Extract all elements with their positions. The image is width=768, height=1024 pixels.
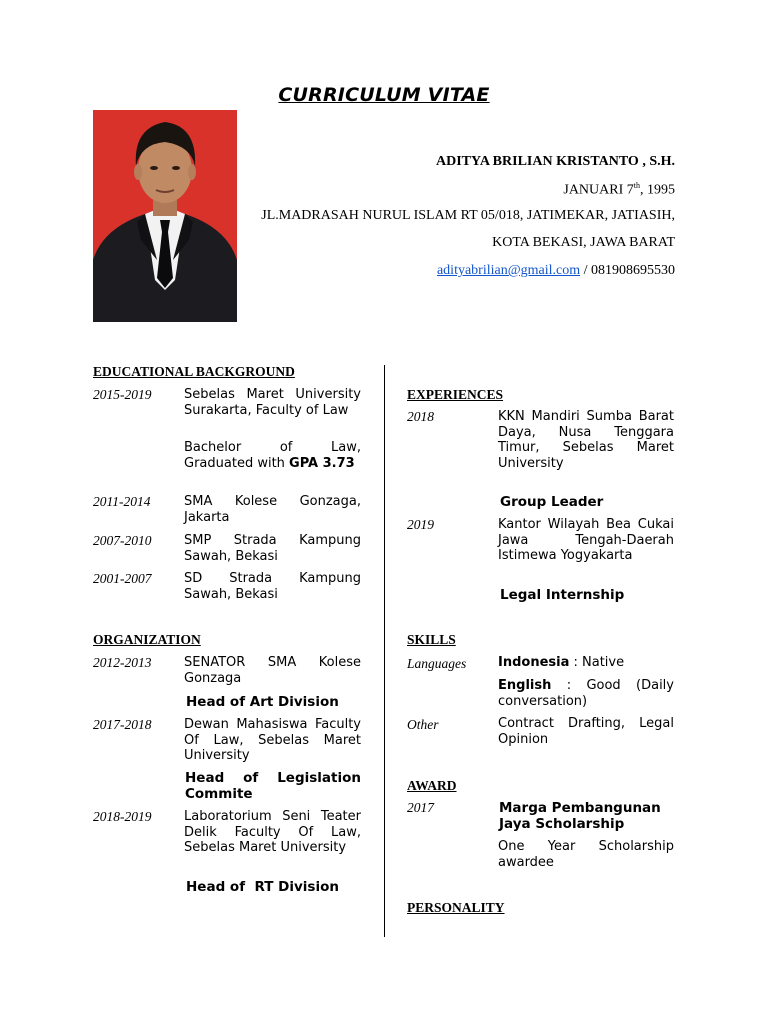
organization-date: 2012-2013 [93,655,152,670]
experience-date: 2019 [407,517,434,532]
organization-heading: ORGANIZATION [93,632,201,647]
address-line-1: JL.MADRASAH NURUL ISLAM RT 05/018, JATIMEKAR, JATIASIH, [261,208,675,223]
education-heading: EDUCATIONAL BACKGROUND [93,364,295,379]
page-title: CURRICULUM VITAE [278,84,490,106]
contact-line [437,263,675,279]
award-date: 2017 [407,800,434,815]
date-of-birth: JANUARI 7th, 1995 [563,181,675,198]
organization-role: Head of Art Division [186,694,339,710]
address-line-2: KOTA BEKASI, JAWA BARAT [492,235,675,250]
education-date: 2015-2019 [93,387,152,402]
skill-language-indonesia: Indonesia : Native [498,655,625,670]
email-link[interactable]: adityabrilian@gmail.com [436,263,581,278]
education-institution: Sebelas Maret University Surakarta, Faculty of Law [184,387,361,418]
skills-heading: SKILLS [407,632,456,647]
experiences-heading: EXPERIENCES [407,387,504,402]
skills-other-label: Other [407,717,439,732]
candidate-name: ADITYA BRILIAN KRISTANTO , S.H. [436,154,675,169]
education-institution: SMA Kolese Gonzaga, Jakarta [184,494,361,525]
personality-heading: PERSONALITY [407,900,505,915]
education-date: 2011-2014 [93,494,151,509]
experience-description: Kantor Wilayah Bea Cukai Jawa Tengah-Daerah Istimewa Yogyakarta [498,517,674,563]
experience-date: 2018 [407,409,434,424]
education-date: 2007-2010 [93,533,152,548]
skill-other: Contract Drafting, Legal Opinion [498,716,674,747]
education-institution: SMP Strada Kampung Sawah, Bekasi [184,533,361,564]
skills-languages-label: Languages [407,656,467,671]
experience-role: Legal Internship [500,587,625,603]
award-title: Marga Pembangunan Jaya Scholarship [499,800,661,832]
column-divider [384,365,385,937]
organization-name: Laboratorium Seni Teater Delik Faculty Of Law, Sebelas Maret University [184,809,361,855]
experience-description: KKN Mandiri Sumba Barat Daya, Nusa Tenggara Timur, Sebelas Maret University [498,409,674,471]
organization-role: Head of Legislation Commite [185,770,361,802]
education-degree: Bachelor of Law, Graduated with GPA 3.73 [184,440,361,471]
skill-language-english: English : Good (Daily conversation) [498,678,674,709]
experience-role: Group Leader [500,494,604,510]
award-heading: AWARD [407,778,457,793]
organization-name: Dewan Mahasiswa Faculty Of Law, Sebelas Maret University [184,717,361,763]
award-description: One Year Scholarship awardee [498,839,674,870]
phone-number: / 081908695530 [580,263,675,278]
organization-date: 2017-2018 [93,717,152,732]
profile-photo [93,110,237,322]
organization-role: Head of RT Division [186,879,339,895]
education-date: 2001-2007 [93,571,152,586]
organization-name: SENATOR SMA Kolese Gonzaga [184,655,361,686]
education-institution: SD Strada Kampung Sawah, Bekasi [184,571,361,602]
organization-date: 2018-2019 [93,809,152,824]
